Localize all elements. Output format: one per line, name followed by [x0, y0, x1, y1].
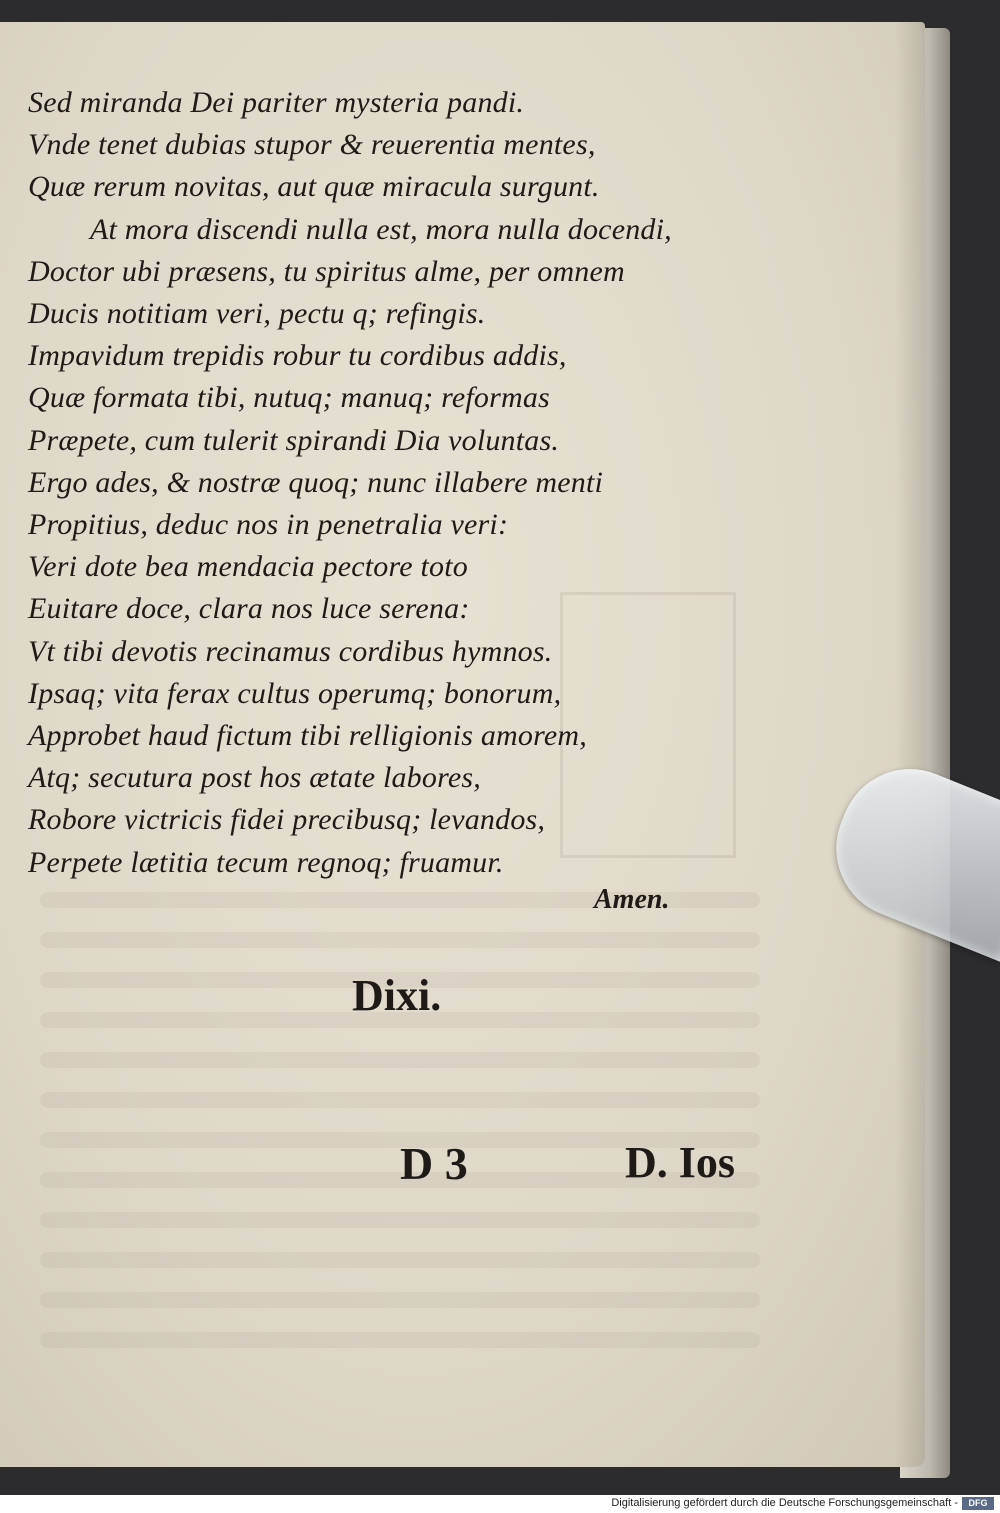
verse-line: Ergo ades, & nostræ quoq; nunc illabere menti	[28, 465, 604, 499]
verse-line: Vnde tenet dubias stupor & reuerentia mentes,	[28, 128, 596, 162]
bleed-through-text	[40, 892, 760, 1372]
verse-line: Ipsaq; vita ferax cultus operumq; bonorum,	[28, 676, 562, 710]
catchword: D. Ios	[625, 1138, 736, 1187]
verse-line: Euitare doce, clara nos luce serena:	[28, 592, 470, 626]
verse-line: Ducis notitiam veri, pectu q; refingis.	[28, 297, 486, 331]
verse-line: Vt tibi devotis recinamus cordibus hymnos.	[28, 634, 553, 668]
dixi-heading: Dixi.	[352, 971, 442, 1020]
verse-line: Quæ rerum novitas, aut quæ miracula surgunt.	[28, 170, 600, 204]
footer-bar	[0, 1495, 1000, 1513]
verse-text	[28, 82, 728, 884]
verse-line: Robore victricis fidei precibusq; levandos,	[28, 803, 546, 837]
verse-line: Veri dote bea mendacia pectore toto	[28, 550, 468, 584]
verse-line: At mora discendi nulla est, mora nulla docendi,	[90, 212, 672, 246]
verse-line: Doctor ubi præsens, tu spiritus alme, per omnem	[28, 254, 625, 288]
dfg-logo-icon: DFG	[962, 1497, 994, 1510]
verse-line: Approbet haud fictum tibi relligionis amorem,	[28, 719, 587, 753]
amen-text: Amen.	[594, 884, 670, 915]
verse-line: Præpete, cum tulerit spirandi Dia voluntas.	[28, 423, 560, 457]
verse-line: Impavidum trepidis robur tu cordibus addis,	[28, 339, 567, 373]
footer-credit: Digitalisierung gefördert durch die Deutsche Forschungsgemeinschaft -	[611, 1497, 958, 1509]
verse-line: Sed miranda Dei pariter mysteria pandi.	[28, 86, 525, 119]
verse-line: Propitius, deduc nos in penetralia veri:	[28, 508, 509, 542]
verse-line: Atq; secutura post hos ætate labores,	[28, 761, 481, 795]
verse-line: Quæ formata tibi, nutuq; manuq; reformas	[28, 381, 550, 415]
book-page	[0, 22, 925, 1467]
signature-mark: D 3	[400, 1138, 468, 1189]
verse-line: Perpete lætitia tecum regnoq; fruamur.	[28, 845, 504, 879]
